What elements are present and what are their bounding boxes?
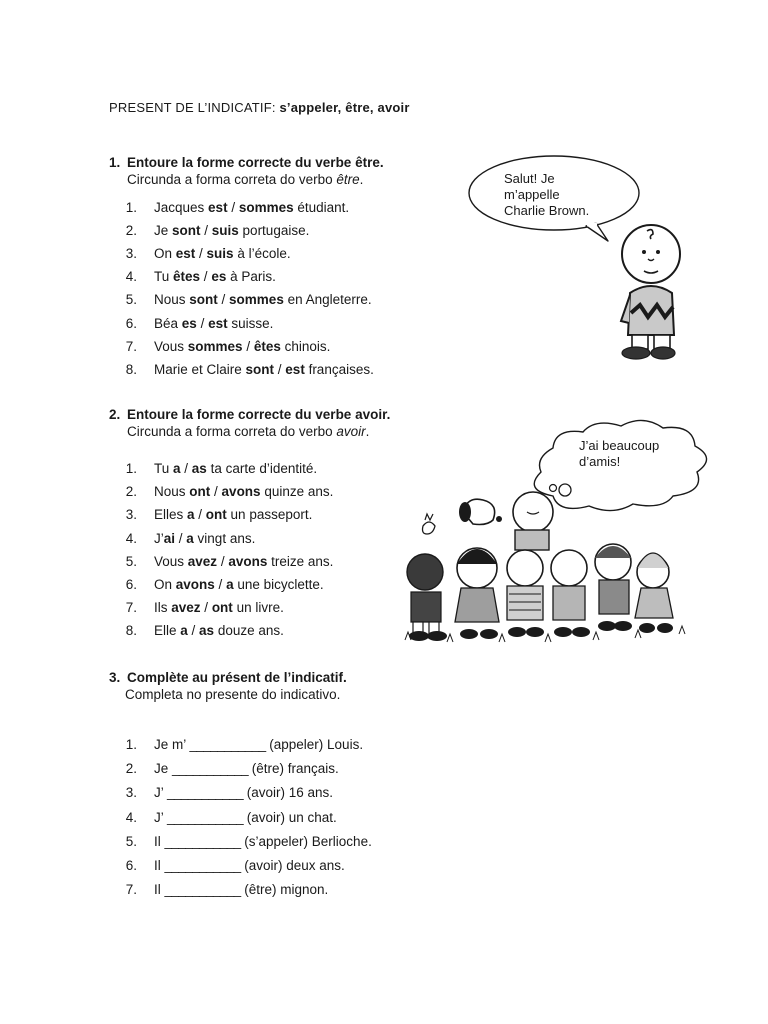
- heading-pt-text: Circunda a forma correta do verbo: [127, 424, 337, 439]
- choice-separator: /: [195, 246, 207, 262]
- bubble-2-line-2: d’amis!: [579, 454, 621, 469]
- item-rest: un livre.: [232, 600, 284, 616]
- answer-blank[interactable]: ___________: [167, 785, 243, 801]
- item-subject: Vous: [154, 338, 188, 354]
- bubble-1-line-1: Salut! Je: [504, 171, 555, 186]
- item-number: 5.: [125, 833, 137, 849]
- item-number: 3.: [125, 246, 137, 262]
- section-2: [109, 406, 391, 639]
- choice-separator: /: [194, 507, 206, 523]
- bubble-1-line-3: Charlie Brown.: [504, 203, 590, 218]
- item-number: 4.: [125, 809, 137, 825]
- item-subject: J’: [154, 530, 164, 546]
- choice-separator: /: [187, 623, 200, 639]
- section-3-heading: [109, 669, 347, 703]
- section-1-heading: [109, 154, 384, 188]
- item-subject: Marie et Claire: [154, 361, 246, 377]
- choice-b[interactable]: êtes: [253, 338, 281, 354]
- charlie-brown-group: [513, 492, 553, 550]
- item-rest: (être) mignon.: [240, 882, 329, 898]
- item-rest: portugaise.: [238, 223, 310, 239]
- item-number: 8.: [125, 623, 137, 639]
- item-subject: Vous: [154, 553, 188, 569]
- choice-separator: /: [217, 553, 229, 569]
- answer-blank[interactable]: ___________: [189, 737, 266, 752]
- list-item: [109, 832, 372, 852]
- item-number: 4.: [125, 269, 137, 285]
- choice-b[interactable]: es: [211, 269, 227, 285]
- choice-b[interactable]: a: [226, 577, 234, 592]
- choice-a[interactable]: a: [173, 461, 181, 476]
- item-number: 6.: [125, 315, 137, 331]
- linus: [507, 550, 544, 637]
- choice-a[interactable]: avez: [171, 600, 201, 616]
- charlie-brown-figure: [621, 225, 680, 359]
- list-item: [109, 880, 328, 900]
- list-item: [109, 360, 374, 380]
- item-number: 2.: [125, 223, 137, 239]
- choice-a[interactable]: sont: [172, 223, 201, 239]
- item-rest: (appeler) Louis.: [265, 737, 364, 752]
- list-item: [109, 529, 255, 549]
- list-item: [109, 267, 276, 287]
- item-number: 5.: [125, 553, 137, 569]
- item-rest: (s’appeler) Berlioche.: [240, 833, 372, 849]
- choice-separator: /: [180, 461, 192, 476]
- list-item: [109, 759, 339, 779]
- item-number: 4.: [125, 530, 137, 546]
- bubble-1-line-2: m’appelle: [504, 187, 560, 202]
- item-rest: en Angleterre.: [283, 292, 372, 308]
- charlie-brown-illustration: [468, 155, 674, 365]
- heading-portuguese: [109, 171, 384, 188]
- heading-pt-suffix: .: [365, 424, 370, 439]
- item-subject: On: [154, 246, 176, 262]
- item-subject: Il: [154, 833, 165, 849]
- heading-portuguese: [109, 423, 390, 440]
- list-item: [109, 314, 273, 334]
- item-subject: Tu: [154, 269, 174, 285]
- choice-a[interactable]: sommes: [187, 338, 243, 354]
- choice-a[interactable]: ai: [163, 530, 176, 546]
- lucy: [455, 548, 499, 639]
- choice-separator: /: [196, 315, 209, 331]
- list-item: [109, 735, 363, 755]
- sally: [635, 553, 673, 633]
- page-title: [109, 100, 410, 115]
- item-number: 7.: [125, 338, 137, 354]
- list-item: [109, 575, 324, 595]
- item-rest: à Paris.: [226, 269, 276, 285]
- choice-a[interactable]: êtes: [173, 269, 201, 285]
- choice-separator: /: [214, 577, 227, 592]
- choice-separator: /: [200, 223, 212, 239]
- item-subject: J’: [154, 809, 167, 825]
- choice-a[interactable]: a: [180, 623, 188, 639]
- list-item: [109, 459, 317, 479]
- answer-blank[interactable]: ___________: [164, 833, 241, 849]
- choice-a[interactable]: sont: [189, 292, 218, 308]
- item-number: 7.: [125, 882, 137, 898]
- choice-a[interactable]: es: [181, 315, 197, 331]
- choice-a[interactable]: a: [187, 507, 195, 523]
- item-rest: vingt ans.: [193, 530, 256, 546]
- franklin: [407, 554, 447, 641]
- item-number: 3.: [125, 507, 137, 523]
- choice-b[interactable]: est: [208, 315, 228, 331]
- item-subject: Il: [154, 858, 165, 873]
- speech-bubble-2: [534, 420, 706, 510]
- item-subject: Je m’: [154, 737, 190, 752]
- choice-b[interactable]: suis: [206, 246, 234, 262]
- item-rest: quinze ans.: [260, 484, 334, 500]
- item-subject: Nous: [154, 292, 190, 308]
- item-number: 2.: [125, 484, 137, 500]
- heading-pt-verb: être: [336, 172, 360, 187]
- list-item: [109, 244, 291, 264]
- choice-a[interactable]: est: [175, 246, 196, 262]
- item-subject: On: [154, 577, 176, 592]
- item-subject: Ils: [154, 600, 172, 616]
- heading-french: Entoure la forme correcte du verbe avoir.: [127, 407, 391, 422]
- item-subject: Je: [154, 761, 173, 777]
- list-item: [109, 505, 312, 525]
- item-number: 5.: [125, 292, 137, 308]
- item-number: 1.: [125, 461, 137, 476]
- peanuts-group-illustration: [403, 420, 703, 645]
- bubble-2-line-1: J’ai beaucoup: [579, 438, 660, 453]
- item-rest: treize ans.: [267, 553, 334, 569]
- choice-b[interactable]: avons: [221, 484, 261, 500]
- item-number: 8.: [125, 361, 137, 377]
- choice-a[interactable]: est: [208, 200, 228, 215]
- item-rest: françaises.: [304, 361, 374, 377]
- answer-blank[interactable]: ___________: [167, 809, 243, 825]
- list-item: [109, 290, 372, 310]
- woodstock: [423, 514, 436, 534]
- item-number: 2.: [125, 761, 137, 777]
- item-rest: à l’école.: [233, 246, 291, 262]
- section-3: [109, 669, 372, 898]
- choice-b[interactable]: a: [186, 530, 194, 546]
- heading-pt-suffix: .: [359, 172, 364, 187]
- list-item: [109, 221, 309, 241]
- item-subject: Elle: [154, 623, 181, 639]
- choice-b[interactable]: avons: [228, 553, 268, 569]
- item-rest: ta carte d’identité.: [206, 461, 318, 476]
- choice-a[interactable]: avez: [187, 553, 218, 569]
- choice-b[interactable]: as: [199, 623, 215, 639]
- choice-b[interactable]: ont: [205, 507, 227, 523]
- heading-portuguese: Completa no presente do indicativo.: [125, 687, 341, 702]
- item-rest: suisse.: [227, 315, 274, 331]
- heading-french: Complète au présent de l’indicatif.: [127, 670, 347, 685]
- choice-separator: /: [227, 200, 239, 215]
- section-number: 1.: [109, 155, 121, 170]
- peppermint-patty: [595, 544, 632, 631]
- heading-pt-verb: avoir: [336, 424, 366, 439]
- item-subject: Je: [154, 223, 173, 239]
- item-rest: (avoir) 16 ans.: [243, 785, 334, 801]
- title-text: PRESENT DE L’INDICATIF:: [109, 100, 280, 115]
- item-subject: Jacques: [154, 200, 209, 215]
- title-verbs: s’appeler, être, avoir: [279, 100, 410, 115]
- item-subject: Elles: [154, 507, 188, 523]
- heading-pt-text: Circunda a forma correta do verbo: [127, 172, 337, 187]
- list-item: [109, 621, 284, 641]
- list-item: [109, 808, 337, 828]
- item-subject: J’: [154, 785, 167, 801]
- choice-b[interactable]: sommes: [229, 292, 284, 308]
- item-subject: Béa: [154, 315, 182, 331]
- choice-b[interactable]: as: [191, 461, 207, 476]
- answer-blank[interactable]: ___________: [164, 882, 241, 898]
- choice-separator: /: [200, 600, 212, 616]
- list-item: [109, 198, 349, 218]
- list-item: [109, 337, 330, 357]
- item-rest: un passeport.: [226, 507, 313, 523]
- choice-separator: /: [242, 338, 254, 354]
- list-item: [109, 552, 333, 572]
- choice-b[interactable]: suis: [211, 223, 239, 239]
- choice-b[interactable]: est: [285, 361, 305, 377]
- snoopy: [459, 499, 502, 524]
- item-number: 1.: [125, 200, 137, 215]
- item-rest: (avoir) deux ans.: [240, 858, 345, 873]
- list-item: [109, 856, 345, 876]
- list-item: [109, 482, 333, 502]
- item-number: 3.: [125, 785, 137, 801]
- heading-french: Entoure la forme correcte du verbe être.: [127, 155, 384, 170]
- section-2-heading: [109, 406, 390, 440]
- item-rest: chinois.: [280, 338, 331, 354]
- choice-separator: /: [274, 361, 286, 377]
- item-rest: (être) français.: [248, 761, 339, 777]
- item-number: 6.: [125, 858, 137, 873]
- answer-blank[interactable]: ___________: [172, 761, 249, 777]
- choice-b[interactable]: ont: [211, 600, 233, 616]
- section-number: 2.: [109, 407, 121, 422]
- answer-blank[interactable]: ___________: [164, 858, 241, 873]
- item-rest: une bicyclette.: [233, 577, 324, 592]
- section-1: [109, 154, 384, 377]
- schroeder: [551, 550, 590, 637]
- choice-b[interactable]: sommes: [238, 200, 294, 215]
- item-number: 1.: [125, 737, 137, 752]
- choice-a[interactable]: sont: [245, 361, 275, 377]
- item-subject: Il: [154, 882, 165, 898]
- list-item: [109, 783, 333, 803]
- item-rest: étudiant.: [293, 200, 350, 215]
- item-subject: Tu: [154, 461, 174, 476]
- choice-a[interactable]: ont: [189, 484, 211, 500]
- choice-separator: /: [217, 292, 230, 308]
- section-number: 3.: [109, 670, 121, 685]
- item-subject: Nous: [154, 484, 190, 500]
- choice-separator: /: [200, 269, 212, 285]
- choice-separator: /: [175, 530, 187, 546]
- choice-separator: /: [210, 484, 222, 500]
- item-number: 7.: [125, 600, 137, 616]
- item-rest: douze ans.: [214, 623, 284, 639]
- item-rest: (avoir) un chat.: [243, 809, 337, 825]
- item-number: 6.: [125, 577, 137, 592]
- choice-a[interactable]: avons: [175, 577, 215, 592]
- list-item: [109, 598, 284, 618]
